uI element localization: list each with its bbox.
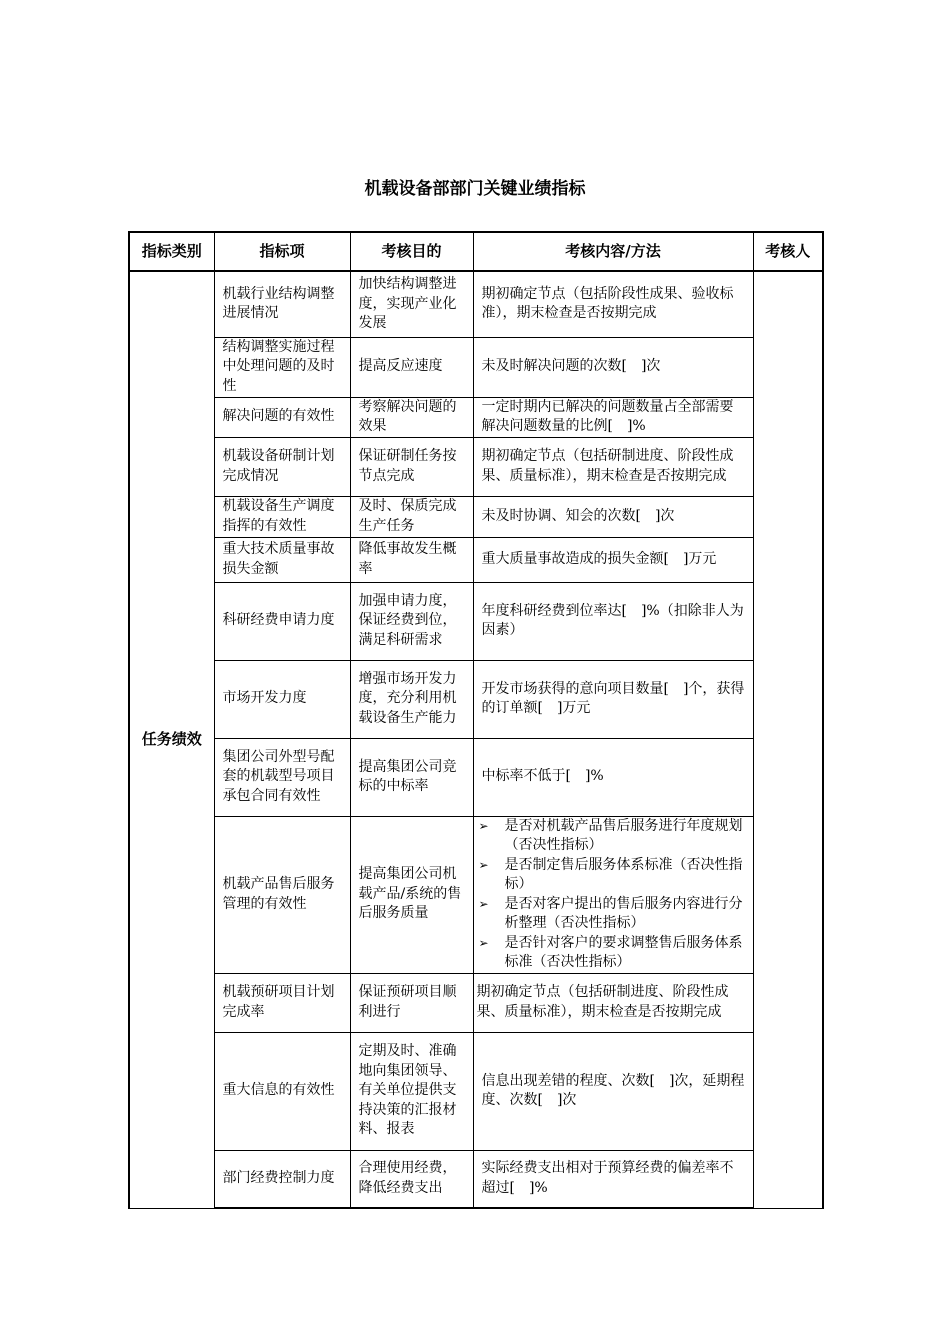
method-cell xyxy=(473,816,753,973)
checklist-item xyxy=(477,934,750,973)
item-cell: 科研经费申请力度 xyxy=(214,582,350,660)
header-method: 考核内容/方法 xyxy=(473,232,753,271)
item-cell: 重大信息的有效性 xyxy=(214,1032,350,1150)
category-cell: 任务绩效 xyxy=(129,271,214,1208)
header-item: 指标项 xyxy=(214,232,350,271)
purpose-cell: 合理使用经费，降低经费支出 xyxy=(350,1150,473,1208)
table-row xyxy=(129,496,823,537)
purpose-cell: 降低事故发生概率 xyxy=(350,537,473,582)
checklist-item xyxy=(477,856,750,895)
method-cell: 年度科研经费到位率达[ ]%（扣除非人为因素） xyxy=(473,582,753,660)
method-cell: 信息出现差错的程度、次数[ ]次，延期程度、次数[ ]次 xyxy=(473,1032,753,1150)
table-header-row xyxy=(129,232,823,271)
method-cell: 开发市场获得的意向项目数量[ ]个，获得的订单额[ ]万元 xyxy=(473,660,753,738)
table-row xyxy=(129,337,823,397)
method-cell: 期初确定节点（包括研制进度、阶段性成果、质量标准），期末检查是否按期完成 xyxy=(473,973,753,1032)
method-cell: 一定时期内已解决的问题数量占全部需要解决问题数量的比例[ ]% xyxy=(473,397,753,437)
checklist xyxy=(477,817,750,973)
arrow-bullet-icon: ➢ xyxy=(478,818,489,833)
method-cell: 重大质量事故造成的损失金额[ ]万元 xyxy=(473,537,753,582)
method-cell: 期初确定节点（包括阶段性成果、验收标准），期末检查是否按期完成 xyxy=(473,271,753,337)
table-row xyxy=(129,271,823,337)
assessor-cell xyxy=(753,271,823,1208)
item-cell: 机载设备研制计划完成情况 xyxy=(214,437,350,496)
table-row xyxy=(129,537,823,582)
purpose-cell: 保证研制任务按节点完成 xyxy=(350,437,473,496)
kpi-table xyxy=(128,231,824,1209)
page-title: 机载设备部部门关键业绩指标 xyxy=(364,179,586,199)
purpose-cell: 提高集团公司竞标的中标率 xyxy=(350,738,473,816)
item-cell: 机载预研项目计划完成率 xyxy=(214,973,350,1032)
item-cell: 机载产品售后服务管理的有效性 xyxy=(214,816,350,973)
purpose-cell: 考察解决问题的效果 xyxy=(350,397,473,437)
arrow-bullet-icon: ➢ xyxy=(478,896,489,911)
table-row xyxy=(129,582,823,660)
table-row xyxy=(129,1150,823,1208)
checklist-item-text: 是否对机载产品售后服务进行年度规划（否决性指标） xyxy=(504,817,743,853)
table-row xyxy=(129,973,823,1032)
method-cell: 未及时解决问题的次数[ ]次 xyxy=(473,337,753,397)
purpose-cell: 增强市场开发力度，充分利用机载设备生产能力 xyxy=(350,660,473,738)
purpose-cell: 及时、保质完成生产任务 xyxy=(350,496,473,537)
item-cell: 集团公司外型号配套的机载型号项目承包合同有效性 xyxy=(214,738,350,816)
item-cell: 市场开发力度 xyxy=(214,660,350,738)
checklist-item xyxy=(477,817,750,856)
purpose-cell: 加快结构调整进度，实现产业化发展 xyxy=(350,271,473,337)
item-cell: 解决问题的有效性 xyxy=(214,397,350,437)
checklist-item-text: 是否对客户提出的售后服务内容进行分析整理（否决性指标） xyxy=(504,895,743,931)
table-row xyxy=(129,738,823,816)
item-cell: 机载设备生产调度指挥的有效性 xyxy=(214,496,350,537)
table-row xyxy=(129,816,823,973)
checklist-item-text: 是否制定售后服务体系标准（否决性指标） xyxy=(504,856,743,892)
item-cell: 机载行业结构调整进展情况 xyxy=(214,271,350,337)
method-cell: 未及时协调、知会的次数[ ]次 xyxy=(473,496,753,537)
header-purpose: 考核目的 xyxy=(350,232,473,271)
method-cell: 期初确定节点（包括研制进度、阶段性成果、质量标准），期末检查是否按期完成 xyxy=(473,437,753,496)
method-cell: 中标率不低于[ ]% xyxy=(473,738,753,816)
purpose-cell: 保证预研项目顺利进行 xyxy=(350,973,473,1032)
table-row xyxy=(129,397,823,437)
purpose-cell: 加强申请力度，保证经费到位，满足科研需求 xyxy=(350,582,473,660)
table-row xyxy=(129,1032,823,1150)
item-cell: 重大技术质量事故损失金额 xyxy=(214,537,350,582)
purpose-cell: 定期及时、准确地向集团领导、有关单位提供支持决策的汇报材料、报表 xyxy=(350,1032,473,1150)
method-cell: 实际经费支出相对于预算经费的偏差率不超过[ ]% xyxy=(473,1150,753,1208)
header-assessor: 考核人 xyxy=(753,232,823,271)
item-cell: 结构调整实施过程中处理问题的及时性 xyxy=(214,337,350,397)
purpose-cell: 提高反应速度 xyxy=(350,337,473,397)
header-category: 指标类别 xyxy=(129,232,214,271)
arrow-bullet-icon: ➢ xyxy=(478,857,489,872)
table-row xyxy=(129,660,823,738)
item-cell: 部门经费控制力度 xyxy=(214,1150,350,1208)
table-row xyxy=(129,437,823,496)
arrow-bullet-icon: ➢ xyxy=(478,935,489,950)
checklist-item xyxy=(477,895,750,934)
checklist-item-text: 是否针对客户的要求调整售后服务体系标准（否决性指标） xyxy=(504,934,743,970)
purpose-cell: 提高集团公司机载产品/系统的售后服务质量 xyxy=(350,816,473,973)
